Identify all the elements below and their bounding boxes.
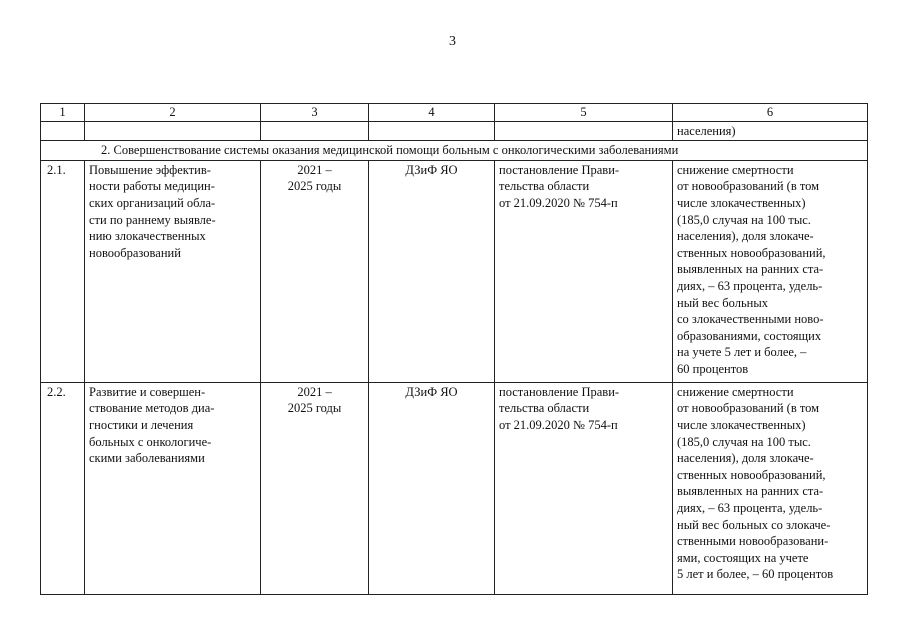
- continuation-text: населения): [673, 121, 868, 141]
- empty-cell: [85, 121, 261, 141]
- section-title: 2. Совершенствование системы оказания медицинской помощи больным с онкологическими заболеваниями: [41, 141, 868, 161]
- empty-cell: [369, 121, 495, 141]
- column-header: 4: [369, 104, 495, 122]
- column-header: 1: [41, 104, 85, 122]
- column-header: 3: [261, 104, 369, 122]
- page-number: 3: [449, 34, 456, 49]
- measure-name: Повышение эффектив- ности работы медицин- ских организаций обла- сти по раннему выявле- нию злокачественных новообразований: [85, 160, 261, 382]
- column-header: 5: [495, 104, 673, 122]
- executor: ДЗиФ ЯО: [369, 382, 495, 594]
- empty-cell: [495, 121, 673, 141]
- column-header: 6: [673, 104, 868, 122]
- measure-name: Развитие и совершен- ствование методов диа- гностики и лечения больных с онкологиче- скими заболеваниями: [85, 382, 261, 594]
- table-row: [41, 160, 868, 382]
- row-number: 2.2.: [41, 382, 85, 594]
- executor: ДЗиФ ЯО: [369, 160, 495, 382]
- measures-table: [40, 103, 868, 595]
- expected-result: снижение смертности от новообразований (в том числе злокачественных) (185,0 случая на 100 тыс. населения), доля злокаче- ственных новообразований, выявленных на ранних ста- диях, – 63 процента, удель- ный вес больных со злокачественными ново- образованиями, состоящих на учете 5 лет и более, – 60 процентов: [673, 160, 868, 382]
- continuation-row: [41, 121, 868, 141]
- legal-document: постановление Прави- тельства области от 21.09.2020 № 754-п: [495, 160, 673, 382]
- row-number: 2.1.: [41, 160, 85, 382]
- table-row: [41, 382, 868, 594]
- expected-result: снижение смертности от новообразований (в том числе злокачественных) (185,0 случая на 100 тыс. населения), доля злокаче- ственных новообразований, выявленных на ранних ста- диях, – 63 процента, удель- ный вес больных со злокаче- ственными новообразовани- ями, состоящих на учете 5 лет и более, – 60 процентов: [673, 382, 868, 594]
- empty-cell: [41, 121, 85, 141]
- legal-document: постановление Прави- тельства области от 21.09.2020 № 754-п: [495, 382, 673, 594]
- column-number-row: [41, 104, 868, 122]
- period: 2021 – 2025 годы: [261, 160, 369, 382]
- empty-cell: [261, 121, 369, 141]
- section-row: [41, 141, 868, 161]
- column-header: 2: [85, 104, 261, 122]
- period: 2021 – 2025 годы: [261, 382, 369, 594]
